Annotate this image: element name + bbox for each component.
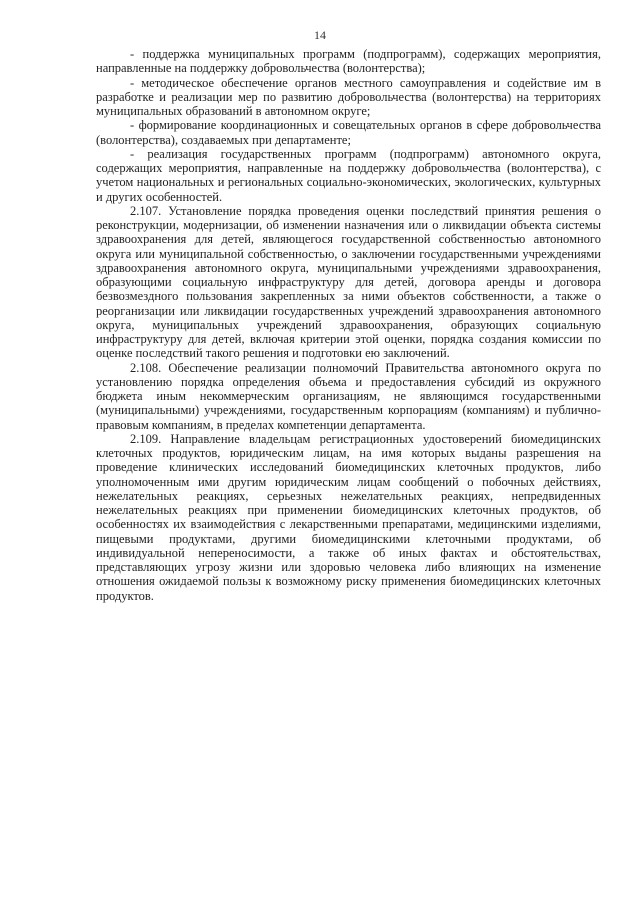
paragraph-2-107: 2.107. Установление порядка проведения оценки последствий принятия решения о реконструкции, модернизации, об изменении назначения или о ликвидации объекта системы здравоохранения для детей, являющегося государственной собственностью автономного округа или муниципальной собственностью, о заключении государственными учреждениями здравоохранения автономного округа, муниципальными учреждениями здравоохранения, образующими социальную инфраструктуру для детей, договора аренды и договора безвозмездного пользования закрепленных за ними объектов собственности, а также о реорганизации или ликвидации государственных учреждений здравоохранения автономного округа, муниципальных учреждений здравоохранения, образующих социальную инфраструктуру для детей, включая критерии этой оценки, порядка создания комиссии по оценке последствий такого решения и подготовки ею заключений. [96,203,601,361]
document-body [96,47,601,603]
paragraph-methodical-support: - методическое обеспечение органов местного самоуправления и содействие им в разработке и реализации мер по развитию добровольчества (волонтерства) на территориях муниципальных образований в автономном округе; [96,75,601,118]
paragraph-municipal-programs: - поддержка муниципальных программ (подпрограмм), содержащих мероприятия, направленные на поддержку добровольчества (волонтерства); [96,47,601,76]
paragraph-2-108: 2.108. Обеспечение реализации полномочий Правительства автономного округа по установлению порядка определения объема и предоставления субсидий из окружного бюджета иным некоммерческим организациям, не являющимся государственными (муниципальными) учреждениями, государственным корпорациям (компаниям) и публично-правовым компаниям, в пределах компетенции департамента. [96,360,601,432]
paragraph-coordination-bodies: - формирование координационных и совещательных органов в сфере добровольчества (волонтерства), создаваемых при департаменте; [96,118,601,147]
paragraph-state-programs: - реализация государственных программ (подпрограмм) автономного округа, содержащих мероприятия, направленные на поддержку добровольчества (волонтерства), с учетом национальных и региональных социально-экономических, экологических, культурных и других особенностей. [96,146,601,204]
paragraph-2-109: 2.109. Направление владельцам регистрационных удостоверений биомедицинских клеточных продуктов, юридическим лицам, на имя которых выданы разрешения на проведение клинических исследований биомедицинских клеточных продуктов, либо уполномоченным ими другим юридическим лицам сообщений о побочных действиях, нежелательных реакциях, серьезных нежелательных реакциях, непредвиденных нежелательных реакциях при применении биомедицинских клеточных продуктов, об особенностях их взаимодействия с лекарственными препаратами, медицинскими изделиями, пищевыми продуктами, другими биомедицинскими клеточными продуктами, об индивидуальной непереносимости, а также об иных фактах и обстоятельствах, представляющих угрозу жизни или здоровью человека либо влияющих на изменение отношения ожидаемой пользы к возможному риску применения биомедицинских клеточных продуктов. [96,431,601,603]
page-number: 14 [314,28,326,42]
